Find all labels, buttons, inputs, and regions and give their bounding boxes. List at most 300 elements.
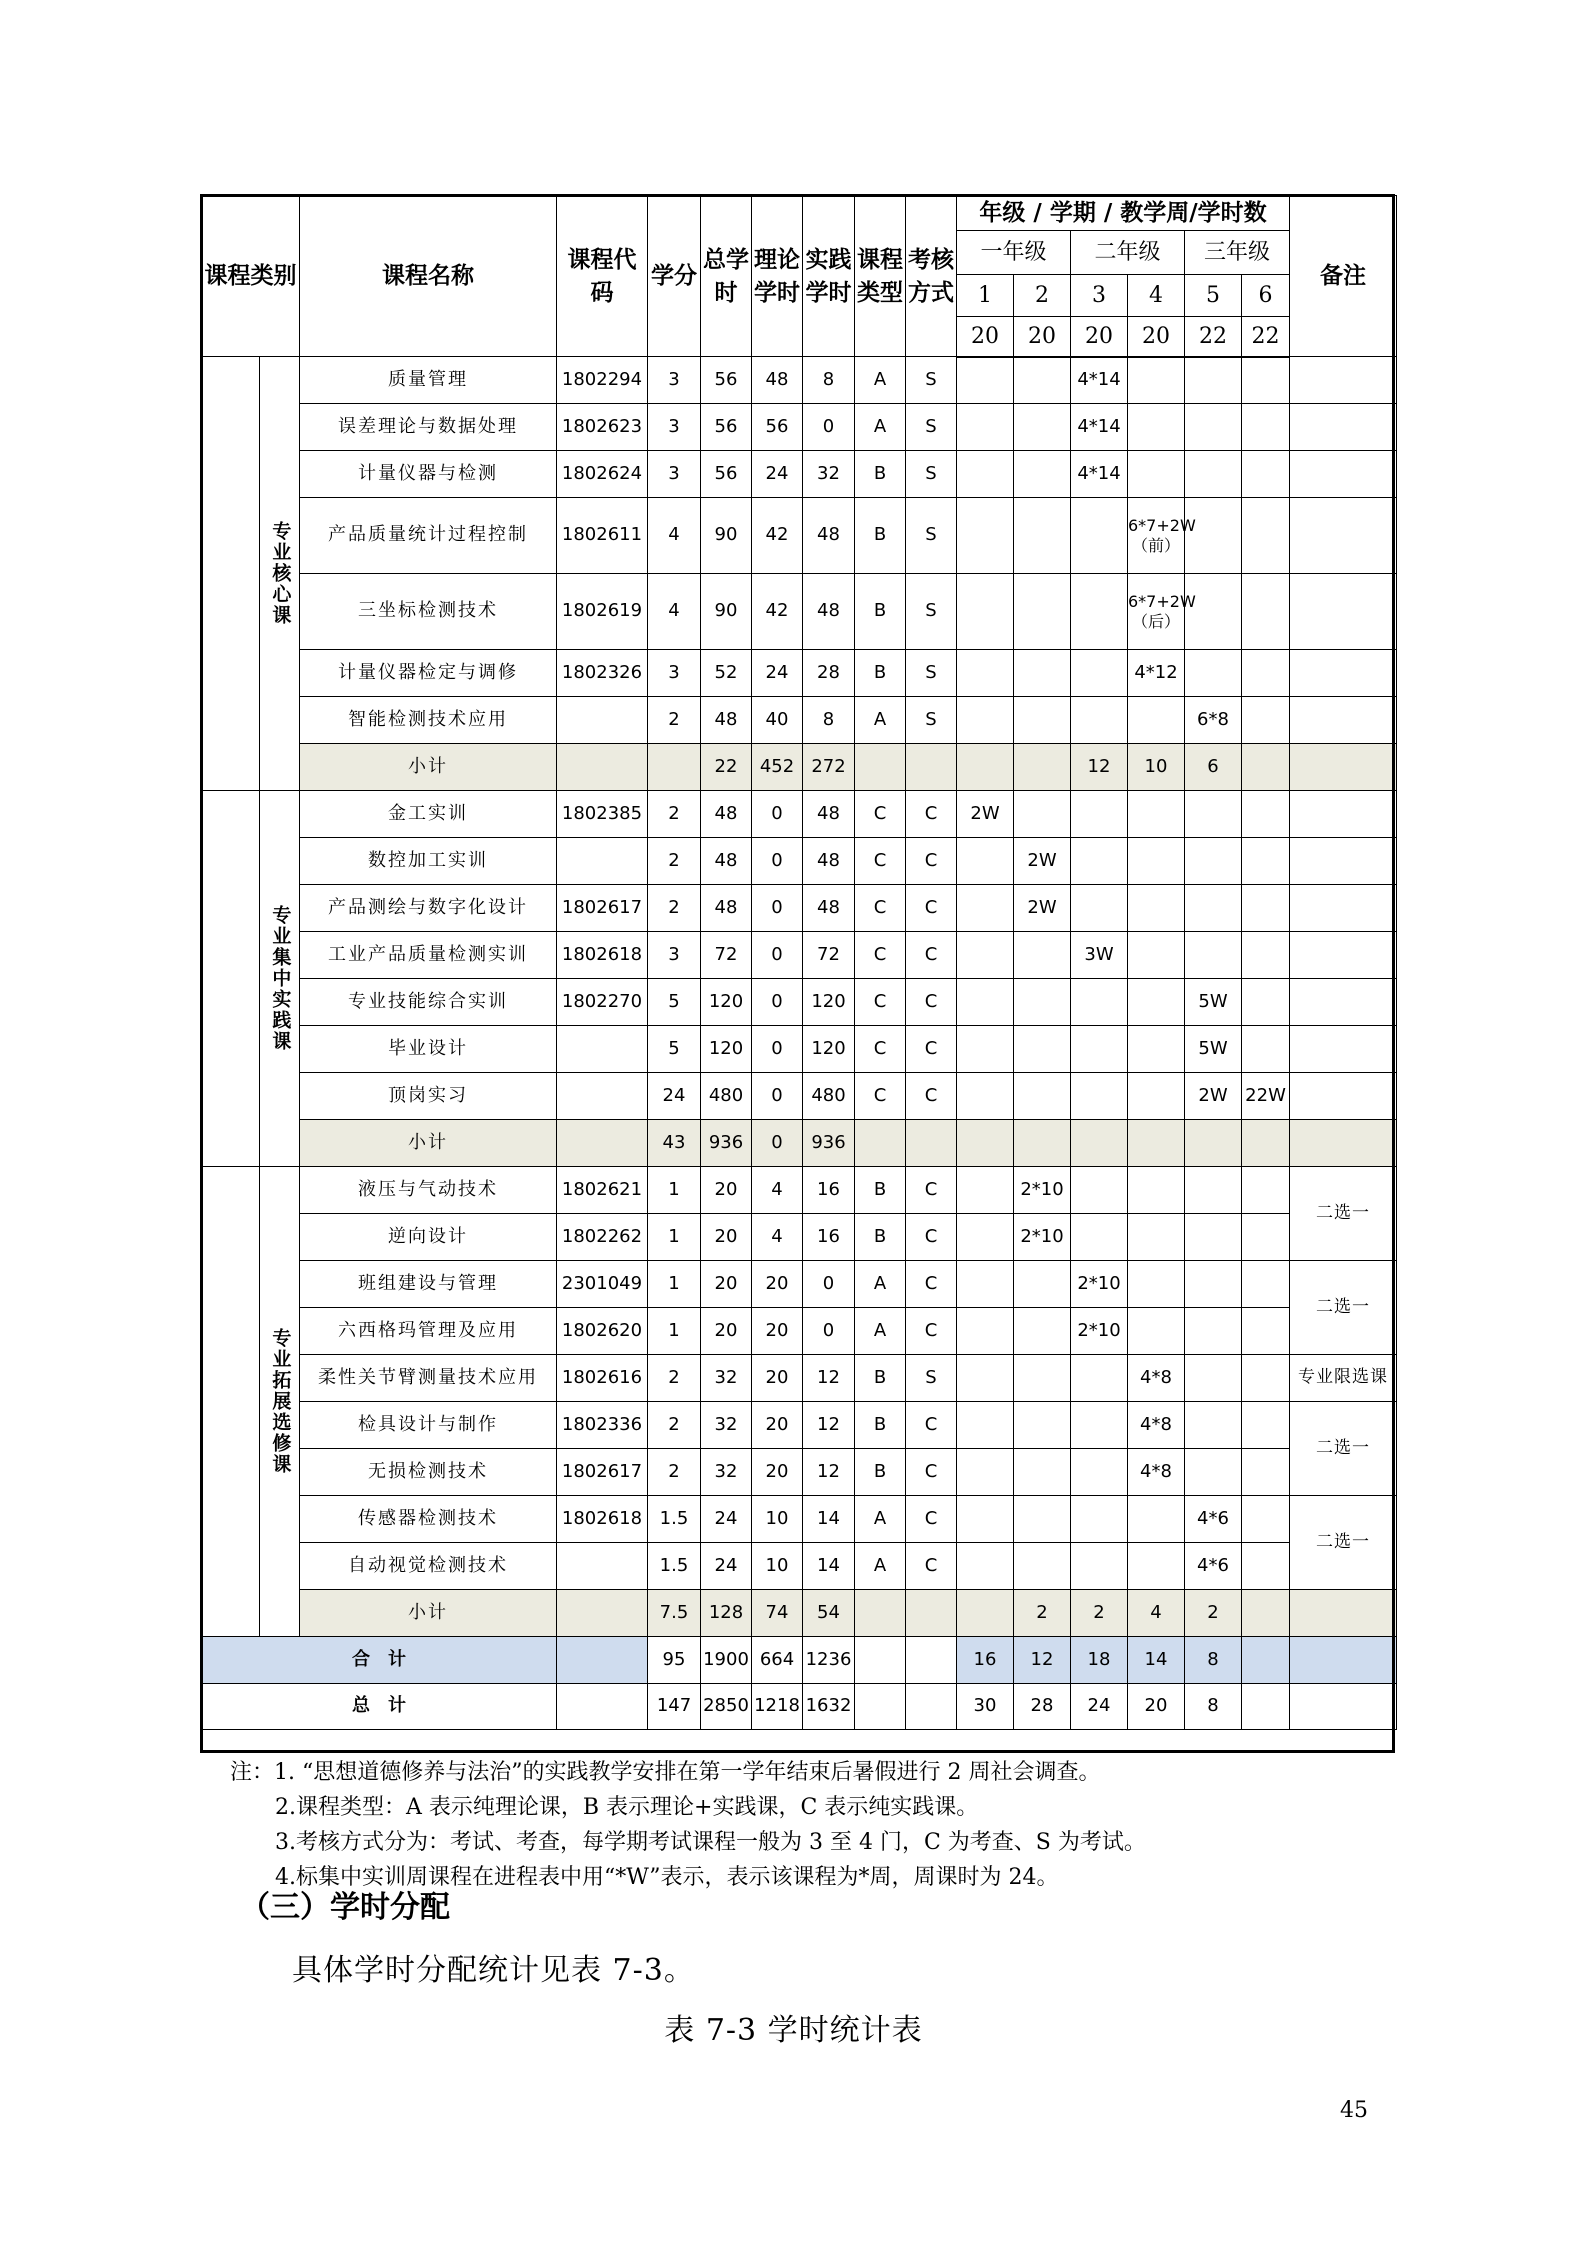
semester-hours: [1128, 1308, 1185, 1355]
course-name: 产品测绘与数字化设计: [300, 885, 557, 932]
table-row: [202, 1073, 1397, 1120]
course-exam: C: [906, 1214, 957, 1261]
subtotal-semester: [1071, 1120, 1128, 1167]
course-credit: 2: [648, 1402, 701, 1449]
semester-hours: 4*12: [1128, 650, 1185, 697]
course-exam: C: [906, 1308, 957, 1355]
course-practice: 14: [803, 1496, 855, 1543]
grand-total-credit: 147: [648, 1684, 701, 1730]
semester-hours: [1185, 885, 1242, 932]
grand-total-code: [557, 1684, 648, 1730]
table-row: [202, 744, 1397, 791]
subtotal-label: 小计: [300, 1120, 557, 1167]
table-row: [202, 1308, 1397, 1355]
subtotal-label: 小计: [300, 744, 557, 791]
semester-hours: [957, 404, 1014, 451]
course-exam: C: [906, 1449, 957, 1496]
course-exam: S: [906, 357, 957, 404]
semester-hours: [957, 979, 1014, 1026]
course-exam: S: [906, 404, 957, 451]
course-theory: 4: [752, 1214, 803, 1261]
course-exam: C: [906, 838, 957, 885]
course-schedule-table: [201, 195, 1397, 1730]
course-total: 48: [701, 885, 752, 932]
course-practice: 16: [803, 1214, 855, 1261]
course-theory: 42: [752, 574, 803, 650]
semester-hours: [1128, 932, 1185, 979]
semester-hours: [1071, 1167, 1128, 1214]
course-code: 1802620: [557, 1308, 648, 1355]
course-credit: 5: [648, 1026, 701, 1073]
semester-hours: [1128, 697, 1185, 744]
course-theory: 0: [752, 979, 803, 1026]
semester-hours: [1071, 1355, 1128, 1402]
table-row: [202, 1637, 1397, 1684]
semester-hours: [1242, 697, 1290, 744]
course-credit: 1: [648, 1261, 701, 1308]
course-credit: 1: [648, 1214, 701, 1261]
semester-hours: 4*8: [1128, 1355, 1185, 1402]
course-type: C: [855, 791, 906, 838]
subtotal-semester: 2: [1014, 1590, 1071, 1637]
course-credit: 2: [648, 885, 701, 932]
note-2: 2.课程类型：A 表示纯理论课，B 表示理论+实践课，C 表示纯实践课。: [275, 1795, 979, 1820]
header-week-count: 20: [1128, 317, 1185, 357]
header-week-count: 20: [1014, 317, 1071, 357]
subtotal-type: [855, 744, 906, 791]
semester-hours: [1071, 1026, 1128, 1073]
semester-hours: [1185, 650, 1242, 697]
semester-hours: [1242, 885, 1290, 932]
course-theory: 20: [752, 1355, 803, 1402]
course-total: 48: [701, 697, 752, 744]
course-theory: 20: [752, 1449, 803, 1496]
elective-remark: 专业限选课: [1290, 1355, 1397, 1402]
semester-hours: [1185, 1167, 1242, 1214]
subtotal-practice: 272: [803, 744, 855, 791]
course-remark: [1290, 885, 1397, 932]
course-total: 20: [701, 1308, 752, 1355]
semester-hours: [1242, 1261, 1290, 1308]
course-name: 三坐标检测技术: [300, 574, 557, 650]
semester-hours: 4*14: [1071, 451, 1128, 498]
subtotal-remark: [1290, 744, 1397, 791]
semester-hours: [1071, 979, 1128, 1026]
semester-hours: 22W: [1242, 1073, 1290, 1120]
course-name: 自动视觉检测技术: [300, 1543, 557, 1590]
subtotal-credit: 7.5: [648, 1590, 701, 1637]
subtotal-exam: [906, 1120, 957, 1167]
course-code: [557, 1543, 648, 1590]
grand-total-semester: 8: [1185, 1684, 1242, 1730]
course-remark: [1290, 932, 1397, 979]
course-code: 1802618: [557, 1496, 648, 1543]
grand-total-exam: [906, 1684, 957, 1730]
semester-hours: [1242, 791, 1290, 838]
semester-hours: [1014, 1496, 1071, 1543]
semester-hours: 4*8: [1128, 1402, 1185, 1449]
course-total: 20: [701, 1261, 752, 1308]
subtotal-semester: [957, 744, 1014, 791]
semester-hours: [1014, 1073, 1071, 1120]
semester-hours: [1242, 1026, 1290, 1073]
semester-hours: [957, 1355, 1014, 1402]
course-code: 1802619: [557, 574, 648, 650]
semester-hours: [1185, 932, 1242, 979]
course-code: 1802623: [557, 404, 648, 451]
semester-hours: [1128, 1073, 1185, 1120]
table-row: [202, 1214, 1397, 1261]
course-exam: C: [906, 979, 957, 1026]
course-name: 计量仪器检定与调修: [300, 650, 557, 697]
course-exam: C: [906, 932, 957, 979]
course-type: C: [855, 1026, 906, 1073]
subtotal-semester: [1242, 744, 1290, 791]
course-total: 24: [701, 1543, 752, 1590]
table-row: [202, 404, 1397, 451]
header-theory-hours: 理论学时: [752, 196, 803, 357]
sum-semester: 14: [1128, 1637, 1185, 1684]
subtotal-semester: [1242, 1590, 1290, 1637]
header-week-count: 22: [1185, 317, 1242, 357]
subtotal-practice: 936: [803, 1120, 855, 1167]
course-credit: 2: [648, 791, 701, 838]
course-theory: 40: [752, 697, 803, 744]
semester-hours: [1185, 404, 1242, 451]
course-exam: S: [906, 574, 957, 650]
table-row: [202, 1543, 1397, 1590]
semester-hours: [957, 932, 1014, 979]
course-type: A: [855, 404, 906, 451]
semester-hours: [1014, 1402, 1071, 1449]
semester-hours: [957, 1449, 1014, 1496]
course-credit: 2: [648, 1449, 701, 1496]
semester-hours: [957, 1496, 1014, 1543]
course-type: B: [855, 574, 906, 650]
header-assessment: 考核方式: [906, 196, 957, 357]
semester-hours: [1014, 498, 1071, 574]
header-course-code: 课程代码: [557, 196, 648, 357]
grand-total-semester: 30: [957, 1684, 1014, 1730]
sum-semester: [1242, 1637, 1290, 1684]
course-total: 120: [701, 979, 752, 1026]
semester-hours: [1014, 1355, 1071, 1402]
group-spacer: [202, 357, 260, 791]
course-code: 1802617: [557, 1449, 648, 1496]
table-row: [202, 357, 1397, 404]
semester-hours: [1128, 451, 1185, 498]
semester-hours: [1128, 791, 1185, 838]
semester-hours: [1071, 1543, 1128, 1590]
semester-hours: [1071, 1214, 1128, 1261]
table-row: [202, 932, 1397, 979]
course-name: 柔性关节臂测量技术应用: [300, 1355, 557, 1402]
semester-hours: [1014, 979, 1071, 1026]
course-exam: S: [906, 697, 957, 744]
sum-credit: 95: [648, 1637, 701, 1684]
subtotal-practice: 54: [803, 1590, 855, 1637]
course-credit: 4: [648, 498, 701, 574]
course-exam: C: [906, 1026, 957, 1073]
course-credit: 24: [648, 1073, 701, 1120]
header-semester: 5: [1185, 275, 1242, 317]
course-practice: 8: [803, 697, 855, 744]
course-theory: 42: [752, 498, 803, 574]
course-name: 顶岗实习: [300, 1073, 557, 1120]
course-code: 1802262: [557, 1214, 648, 1261]
semester-hours: [1242, 650, 1290, 697]
semester-hours: [1014, 650, 1071, 697]
course-practice: 72: [803, 932, 855, 979]
course-type: B: [855, 498, 906, 574]
course-name: 专业技能综合实训: [300, 979, 557, 1026]
course-theory: 4: [752, 1167, 803, 1214]
course-name: 传感器检测技术: [300, 1496, 557, 1543]
course-type: A: [855, 1308, 906, 1355]
course-credit: 1: [648, 1167, 701, 1214]
course-remark: [1290, 650, 1397, 697]
course-remark: [1290, 979, 1397, 1026]
table-row: [202, 1261, 1397, 1308]
course-name: 液压与气动技术: [300, 1167, 557, 1214]
table-row: [202, 498, 1397, 574]
semester-hours: [1071, 838, 1128, 885]
table-row: [202, 1496, 1397, 1543]
course-exam: S: [906, 451, 957, 498]
semester-hours: 4*8: [1128, 1449, 1185, 1496]
semester-hours: [1014, 1026, 1071, 1073]
semester-hours: 4*14: [1071, 357, 1128, 404]
course-total: 90: [701, 574, 752, 650]
grand-total-semester: 24: [1071, 1684, 1128, 1730]
sum-semester: 16: [957, 1637, 1014, 1684]
course-total: 56: [701, 451, 752, 498]
semester-hours: 2*10: [1014, 1167, 1071, 1214]
course-exam: C: [906, 791, 957, 838]
course-code: [557, 838, 648, 885]
subtotal-label: 小计: [300, 1590, 557, 1637]
semester-hours: [1071, 1449, 1128, 1496]
semester-hours: [1014, 791, 1071, 838]
course-code: 1802617: [557, 885, 648, 932]
semester-hours: [1071, 697, 1128, 744]
course-code: 1802616: [557, 1355, 648, 1402]
course-name: 工业产品质量检测实训: [300, 932, 557, 979]
semester-hours: [1128, 1214, 1185, 1261]
course-practice: 14: [803, 1543, 855, 1590]
subtotal-exam: [906, 1590, 957, 1637]
subtotal-semester: 2: [1185, 1590, 1242, 1637]
semester-hours: [1071, 1073, 1128, 1120]
table-row: [202, 1402, 1397, 1449]
course-total: 20: [701, 1167, 752, 1214]
semester-hours: [957, 697, 1014, 744]
header-semester: 6: [1242, 275, 1290, 317]
semester-hours: [1014, 697, 1071, 744]
course-credit: 2: [648, 838, 701, 885]
semester-hours: [1185, 1214, 1242, 1261]
semester-hours: [1014, 404, 1071, 451]
course-name: 质量管理: [300, 357, 557, 404]
course-code: 1802621: [557, 1167, 648, 1214]
note-4: 4.标集中实训周课程在进程表中用“*W”表示，表示该课程为*周，周课时为 24。: [275, 1865, 1059, 1890]
course-name: 数控加工实训: [300, 838, 557, 885]
course-remark: [1290, 357, 1397, 404]
semester-hours: [1185, 574, 1242, 650]
course-theory: 24: [752, 451, 803, 498]
table-row: [202, 196, 1397, 231]
course-exam: C: [906, 1402, 957, 1449]
subtotal-semester: 12: [1071, 744, 1128, 791]
semester-hours: [1128, 1167, 1185, 1214]
grand-total-semester: 20: [1128, 1684, 1185, 1730]
subtotal-theory: 74: [752, 1590, 803, 1637]
course-remark: [1290, 1073, 1397, 1120]
semester-hours: [1014, 357, 1071, 404]
course-name: 误差理论与数据处理: [300, 404, 557, 451]
sum-remark: [1290, 1637, 1397, 1684]
semester-hours: [1014, 1261, 1071, 1308]
course-type: B: [855, 1167, 906, 1214]
semester-hours: [1242, 932, 1290, 979]
subtotal-semester: 2: [1071, 1590, 1128, 1637]
course-theory: 56: [752, 404, 803, 451]
subtotal-type: [855, 1120, 906, 1167]
course-total: 32: [701, 1355, 752, 1402]
semester-hours: [1128, 1543, 1185, 1590]
semester-hours: 2W: [1014, 838, 1071, 885]
grand-total-label: 总 计: [202, 1684, 557, 1730]
course-name: 毕业设计: [300, 1026, 557, 1073]
course-practice: 28: [803, 650, 855, 697]
semester-hours: [1185, 498, 1242, 574]
semester-hours: [957, 1308, 1014, 1355]
course-name: 班组建设与管理: [300, 1261, 557, 1308]
header-week-count: 22: [1242, 317, 1290, 357]
course-practice: 480: [803, 1073, 855, 1120]
semester-hours: [1185, 1308, 1242, 1355]
table-row: [202, 1167, 1397, 1214]
semester-hours: [1185, 1261, 1242, 1308]
course-credit: 1: [648, 1308, 701, 1355]
course-credit: 4: [648, 574, 701, 650]
course-total: 48: [701, 791, 752, 838]
course-exam: S: [906, 650, 957, 697]
course-practice: 48: [803, 574, 855, 650]
course-remark: [1290, 498, 1397, 574]
course-code: 1802336: [557, 1402, 648, 1449]
semester-hours: [957, 1167, 1014, 1214]
semester-hours: [1242, 1496, 1290, 1543]
semester-hours: [1128, 885, 1185, 932]
note-1: 注：1. “思想道德修养与法治”的实践教学安排在第一学年结束后暑假进行 2 周社会调查。: [230, 1760, 1101, 1785]
semester-hours: [1242, 404, 1290, 451]
elective-remark: 二选一: [1290, 1261, 1397, 1355]
semester-hours: 5W: [1185, 1026, 1242, 1073]
semester-hours: [1071, 791, 1128, 838]
header-practice-hours: 实践学时: [803, 196, 855, 357]
course-total: 56: [701, 404, 752, 451]
course-type: B: [855, 650, 906, 697]
course-practice: 16: [803, 1167, 855, 1214]
course-theory: 0: [752, 838, 803, 885]
course-credit: 3: [648, 650, 701, 697]
course-code: 1802611: [557, 498, 648, 574]
semester-hours: 2W: [1014, 885, 1071, 932]
semester-hours: 3W: [1071, 932, 1128, 979]
course-theory: 0: [752, 791, 803, 838]
course-remark: [1290, 451, 1397, 498]
course-type: A: [855, 1261, 906, 1308]
course-credit: 1.5: [648, 1496, 701, 1543]
semester-hours: 4*6: [1185, 1543, 1242, 1590]
course-remark: [1290, 1026, 1397, 1073]
course-code: 1802326: [557, 650, 648, 697]
table-row: [202, 574, 1397, 650]
semester-hours: 2*10: [1071, 1261, 1128, 1308]
sum-semester: 8: [1185, 1637, 1242, 1684]
course-total: 56: [701, 357, 752, 404]
subtotal-code: [557, 1590, 648, 1637]
grand-total-semester: 28: [1014, 1684, 1071, 1730]
course-credit: 5: [648, 979, 701, 1026]
header-category: 课程类别: [202, 196, 300, 357]
course-exam: C: [906, 1167, 957, 1214]
sum-semester: 18: [1071, 1637, 1128, 1684]
subtotal-total: 22: [701, 744, 752, 791]
semester-hours: [1242, 1402, 1290, 1449]
course-theory: 20: [752, 1261, 803, 1308]
course-practice: 48: [803, 498, 855, 574]
semester-hours: [1014, 932, 1071, 979]
course-name: 金工实训: [300, 791, 557, 838]
header-course-name: 课程名称: [300, 196, 557, 357]
course-type: A: [855, 357, 906, 404]
subtotal-type: [855, 1590, 906, 1637]
grand-total-remark: [1290, 1684, 1397, 1730]
subtotal-semester: [1014, 1120, 1071, 1167]
course-type: C: [855, 932, 906, 979]
page-number: 45: [1340, 2098, 1368, 2123]
table-row: [202, 1120, 1397, 1167]
subtotal-credit: 43: [648, 1120, 701, 1167]
semester-hours: [957, 1073, 1014, 1120]
subtotal-semester: [1242, 1120, 1290, 1167]
group-label-elective: 专业拓展选修课: [260, 1167, 300, 1637]
sum-total: 1900: [701, 1637, 752, 1684]
semester-hours: [1242, 451, 1290, 498]
header-week-count: 20: [1071, 317, 1128, 357]
semester-hours: [1242, 498, 1290, 574]
semester-hours: [1128, 1026, 1185, 1073]
subtotal-remark: [1290, 1590, 1397, 1637]
course-name: 计量仪器与检测: [300, 451, 557, 498]
course-practice: 48: [803, 885, 855, 932]
table-row: [202, 1590, 1397, 1637]
semester-hours: [957, 451, 1014, 498]
course-theory: 0: [752, 885, 803, 932]
course-remark: [1290, 574, 1397, 650]
subtotal-semester: [957, 1120, 1014, 1167]
course-type: A: [855, 1496, 906, 1543]
header-course-type: 课程类型: [855, 196, 906, 357]
header-total-hours: 总学时: [701, 196, 752, 357]
semester-hours: [1071, 1496, 1128, 1543]
course-code: [557, 697, 648, 744]
semester-hours: [1128, 1496, 1185, 1543]
note-3: 3.考核方式分为：考试、考查，每学期考试课程一般为 3 至 4 门，C 为考查、S 为考试。: [275, 1830, 1146, 1855]
sum-code: [557, 1637, 648, 1684]
